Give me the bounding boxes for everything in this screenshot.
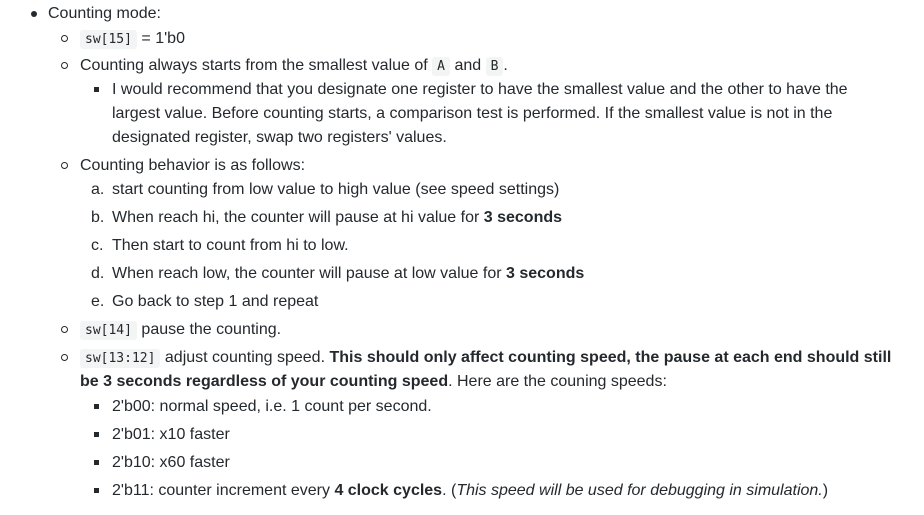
var-b-code: B bbox=[486, 57, 504, 76]
step-marker: b. bbox=[91, 209, 105, 226]
step-text: When reach low, the counter will pause at low value for bbox=[112, 265, 502, 282]
recommend-line-2 bbox=[112, 103, 832, 125]
step-item bbox=[112, 179, 559, 201]
starts-text: Counting always starts from the smallest value of bbox=[80, 57, 428, 74]
speed11-bold: 4 clock cycles bbox=[334, 482, 443, 499]
bullet-circle-icon bbox=[61, 62, 68, 69]
step-text: When reach hi, the counter will pause at hi value for bbox=[112, 209, 480, 226]
recommend-line-1 bbox=[112, 79, 848, 101]
speed11-text: 2'b11: counter increment every bbox=[112, 482, 330, 499]
recommend-text-2: largest value. Before counting starts, a comparison test is performed. If the smallest value is not in the bbox=[112, 105, 833, 122]
sw15-item bbox=[80, 28, 185, 50]
speed-text: 2'b00: normal speed, i.e. 1 count per second. bbox=[112, 398, 432, 415]
step-marker: c. bbox=[91, 237, 104, 254]
and-text: and bbox=[454, 57, 482, 74]
sw1312-item-line-2 bbox=[80, 371, 667, 393]
sw14-text: pause the counting. bbox=[141, 321, 282, 338]
bullet-circle-icon bbox=[61, 354, 68, 361]
step-item bbox=[112, 263, 584, 285]
bullet-square-icon bbox=[94, 460, 99, 465]
sw14-code: sw[14] bbox=[80, 321, 137, 340]
bullet-disc-icon bbox=[31, 11, 37, 17]
step-marker: d. bbox=[91, 265, 105, 282]
var-a-code: A bbox=[432, 57, 450, 76]
bullet-square-icon bbox=[94, 488, 99, 493]
bullet-circle-icon bbox=[61, 162, 68, 169]
sw15-code: sw[15] bbox=[80, 30, 137, 49]
sw1312-item bbox=[80, 347, 891, 369]
recommend-text-3: designated register, swap two registers' values. bbox=[112, 129, 447, 146]
step-item bbox=[112, 207, 562, 229]
speed11-close: ) bbox=[822, 482, 829, 499]
step-item bbox=[112, 291, 318, 313]
step-bold: 3 seconds bbox=[483, 209, 563, 226]
sw1312-code: sw[13:12] bbox=[80, 349, 160, 368]
sw14-item bbox=[80, 319, 281, 341]
behavior-item bbox=[80, 155, 305, 177]
sw1312-bold-2: be 3 seconds regardless of your counting speed bbox=[80, 373, 449, 390]
bullet-square-icon bbox=[94, 432, 99, 437]
counting-mode-text: Counting mode: bbox=[48, 5, 161, 22]
speed11-italic: This speed will be used for debugging in simulation. bbox=[456, 482, 823, 499]
step-text: start counting from low value to high value (see speed settings) bbox=[112, 181, 560, 198]
step-item bbox=[112, 235, 349, 257]
recommend-text-1: I would recommend that you designate one register to have the smallest value and the other to have the bbox=[112, 81, 848, 98]
behavior-text: Counting behavior is as follows: bbox=[80, 157, 306, 174]
sw15-value: = 1'b0 bbox=[141, 30, 185, 47]
sw1312-text: adjust counting speed. bbox=[164, 349, 326, 366]
recommend-line-3 bbox=[112, 127, 447, 149]
step-marker: e. bbox=[91, 293, 105, 310]
speed-text: 2'b01: x10 faster bbox=[112, 426, 230, 443]
starts-item bbox=[80, 55, 508, 77]
speed-item bbox=[112, 424, 230, 446]
bullet-square-icon bbox=[94, 87, 99, 92]
step-text: Then start to count from hi to low. bbox=[112, 237, 349, 254]
bullet-circle-icon bbox=[61, 35, 68, 42]
counting-mode-heading bbox=[48, 3, 161, 25]
step-text: Go back to step 1 and repeat bbox=[112, 293, 319, 310]
sw1312-tail: . Here are the couning speeds: bbox=[448, 373, 667, 390]
sw1312-bold-1: This should only affect counting speed, the pause at each end should still bbox=[329, 349, 892, 366]
bullet-square-icon bbox=[94, 404, 99, 409]
speed-item bbox=[112, 396, 432, 418]
speed-item bbox=[112, 452, 230, 474]
speed-text: 2'b10: x60 faster bbox=[112, 454, 230, 471]
speed-item bbox=[112, 480, 828, 502]
speed11-open: ( bbox=[450, 482, 457, 499]
period-text: . bbox=[503, 57, 508, 74]
bullet-circle-icon bbox=[61, 326, 68, 333]
speed11-period: . bbox=[442, 482, 447, 499]
step-bold: 3 seconds bbox=[506, 265, 585, 282]
step-marker: a. bbox=[91, 181, 105, 198]
